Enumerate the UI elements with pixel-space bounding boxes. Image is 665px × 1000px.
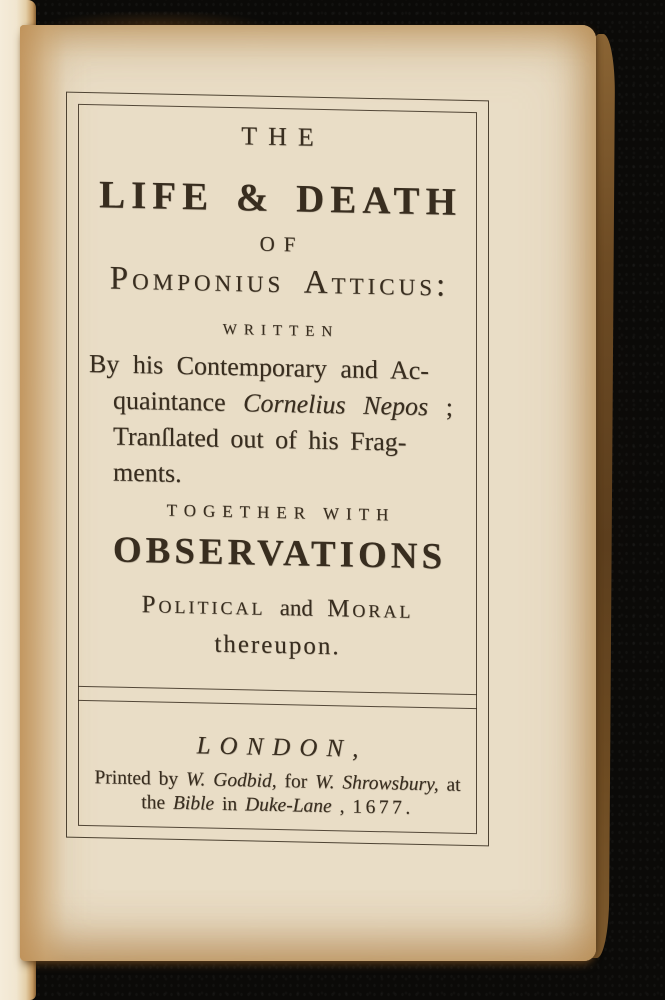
author-byline [79,346,476,498]
of-word: OF [259,231,305,257]
for-text: for [276,770,316,793]
title-frame-inner [78,104,477,834]
the-text: the [141,792,173,814]
thereupon-word: thereupon. [214,630,341,661]
written-label: WRITTEN [222,321,340,341]
imprint-separator-rule [78,686,477,709]
byline-line-2-text: quaintance [113,385,244,418]
byline-line-2-end: ; [428,392,453,422]
subtitle-word-moral: Moral [327,595,414,624]
byline-line-1: By his Contemporary and Ac- [89,349,429,386]
gutter-shadow [20,25,66,961]
byline-line-4: ments. [113,457,182,488]
imprint-city: LONDON, [196,732,368,763]
observations-title: OBSERVATIONS [112,529,447,578]
title-page [20,25,596,961]
author-name: Cornelius Nepos [243,388,429,422]
byline-line-3: Tranſlated out of his Frag- [113,421,407,457]
main-title: LIFE & DEATH [99,173,462,224]
bookseller-name: W. Shrowsbury, [315,771,439,796]
at-text: at [438,774,461,796]
subject-title: Pomponius Atticus: [109,260,450,304]
together-with-label: TOGETHER WITH [166,500,396,525]
subtitle-conjunction: and [279,595,313,621]
comma-text: , [331,796,353,818]
shop-sign-name: Bible [172,792,215,815]
imprint-section [79,686,476,822]
printer-name: W. Godbid, [186,769,277,792]
printed-by-text: Printed by [94,767,187,791]
subtitle-word-political: Political [141,591,266,621]
in-text: in [214,793,246,816]
head-word: THE [241,121,325,152]
publication-year: 1677. [352,796,414,819]
title-frame-outer [66,92,489,847]
street-name: Duke-Lane [245,794,332,818]
subtitle-line [79,591,476,624]
